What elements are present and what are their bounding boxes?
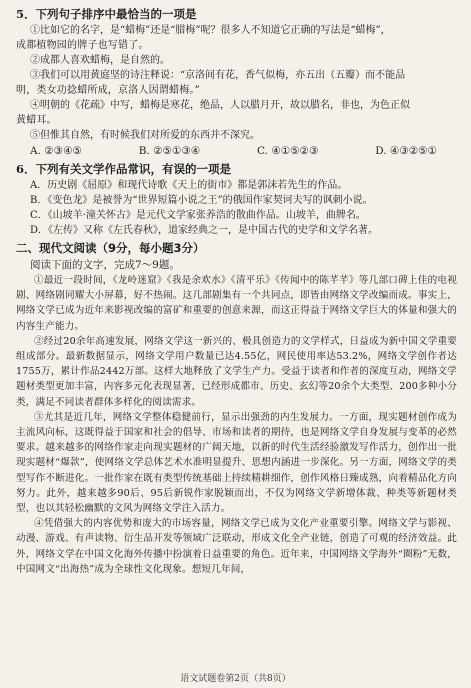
option-c: C. ④①⑤②③ bbox=[256, 145, 319, 157]
question-5-options bbox=[16, 143, 457, 159]
page-footer: 语文试题卷第2页（共8页） bbox=[180, 674, 291, 684]
passage-paragraph: ③尤其是近几年，网络文学整体稳健前行，显示出强劲的内生发展力。一方面，现实题材创作成为主流风向标，这既得益于国家和社会的倡导、市场和读者的期待，也是网络文学自身发展与变革的必然要求。越来越多的网络作家走向现实题材的广阔天地，以新的时代生活经验激发写作活力，创作出一批现实题材“爆款”，使网络文学总体艺术水准明显提升、思想内涵进一步深化。另一方面，网络文学的类型写作不断进化。一批作家在既有类型传统基础上持续精耕细作，创作风格日臻成熟，向着精品化方向努力。此外，越来越多90后、95后新锐作家脱颖而出，不仅为网络文学新增体裁、种类等新题材类型，也以其轻松幽默的文风为网络文学注入活力。 bbox=[16, 411, 457, 515]
reading-instructions: 阅读下面的文字，完成7～9题。 bbox=[30, 259, 180, 271]
option-a: A. ②③④⑤ bbox=[30, 145, 82, 157]
question-5-item: ③我们可以用黄庭坚的诗注释说：“京洛间有花，香气似梅，亦五出（五瓣）而不能品 bbox=[30, 70, 406, 81]
question-5-item: ①比如它的名字，是“蜡梅”还是“腊梅”呢？很多人不知道它正确的写法是“蜡梅”， bbox=[30, 25, 391, 36]
question-6-option: D．《左传》又称《左氏春秋》，道家经典之一，是中国古代的史学和文学名著。 bbox=[30, 225, 379, 236]
passage-paragraph: ①最近一段时间，《龙岭迷窟》《我是余欢水》《清平乐》《传闻中的陈芊芊》等几部口碑上佳的电视剧、网络剧同耀大小屏幕，好不热闹。这几部剧集有一个共同点，即皆由网络文学改编而成。事实上，网络文学已成为近年来影视改编的富矿和重要的创意来源，而这正得益于网络文学巨大的体量和强大的内容生产能力。 bbox=[16, 275, 457, 332]
option-d: D. ④③②⑤① bbox=[375, 145, 437, 157]
question-5-item: 成都植物园的牌子也写错了。 bbox=[16, 40, 149, 51]
question-6-option: B．《变色龙》是被誉为“世界短篇小说之王”的俄国作家契诃夫写的讽刺小说。 bbox=[30, 195, 373, 206]
question-5-item: 明，类女功捻蜡所成，京洛人因谓蜡梅。” bbox=[16, 85, 200, 96]
question-6-title: 6．下列有关文学作品常识，有误的一项是 bbox=[16, 162, 231, 176]
passage-paragraph: ④凭借强大的内容优势和庞大的市场容量，网络文学已成为文化产业重要引擎。网络文学与影视、动漫、游戏、有声读物、衍生品开发等领域广泛联动，形成文化全产业链，创造了可观的经济效益。此外，网络文学在中国文化海外传播中扮演着日益重要的角色。近年来，中国网络文学海外“圈粉”无数，中国网文“出海热”成为全球性文化现象。想短几年间， bbox=[16, 518, 457, 575]
question-5-item: ②成都人喜欢蜡梅，是自然的。 bbox=[30, 55, 170, 66]
option-b: B. ②⑤①③④ bbox=[138, 145, 201, 157]
question-6-option: C．《山坡羊·潼关怀古》是元代文学家张养浩的散曲作品。山坡羊，曲牌名。 bbox=[30, 210, 366, 221]
question-5-item: ⑤但惟其自然，有时候我们对所爱的东西并不深究。 bbox=[30, 130, 260, 141]
passage-paragraph: ②经过20余年高速发展，网络文学这一新兴的、极具创造力的文学样式，日益成为新中国文学重要组成部分。最新数据显示，网络文学用户数量已达4.55亿，网民使用率达53.2%，网络文学创作者达1755万，累计作品2442万部。这样大地释放了文学生产力。受益于读者和作者的深度互动，网络文学题材类型更加丰富，内容多元化表现显著，已经形成都市、历史、玄幻等20余个大类型、200多种小分类，满足不同读者群体多样化的阅读需求。 bbox=[16, 335, 457, 408]
question-5-item: 黄蜡耳。 bbox=[16, 115, 57, 126]
question-5-item: ④明朝的《花疏》中写，蜡梅是寒花，绝品，人以腊月开，故以腊名，非也，为色正似 bbox=[30, 100, 410, 111]
section-title: 二、现代文阅读（9分，每小题3分） bbox=[16, 241, 205, 255]
question-6-option: A．历史剧《屈原》和现代诗歌《天上的街市》都是郭沫若先生的作品。 bbox=[30, 180, 348, 191]
question-5-title: 5．下列句子排序中最恰当的一项是 bbox=[16, 7, 197, 21]
